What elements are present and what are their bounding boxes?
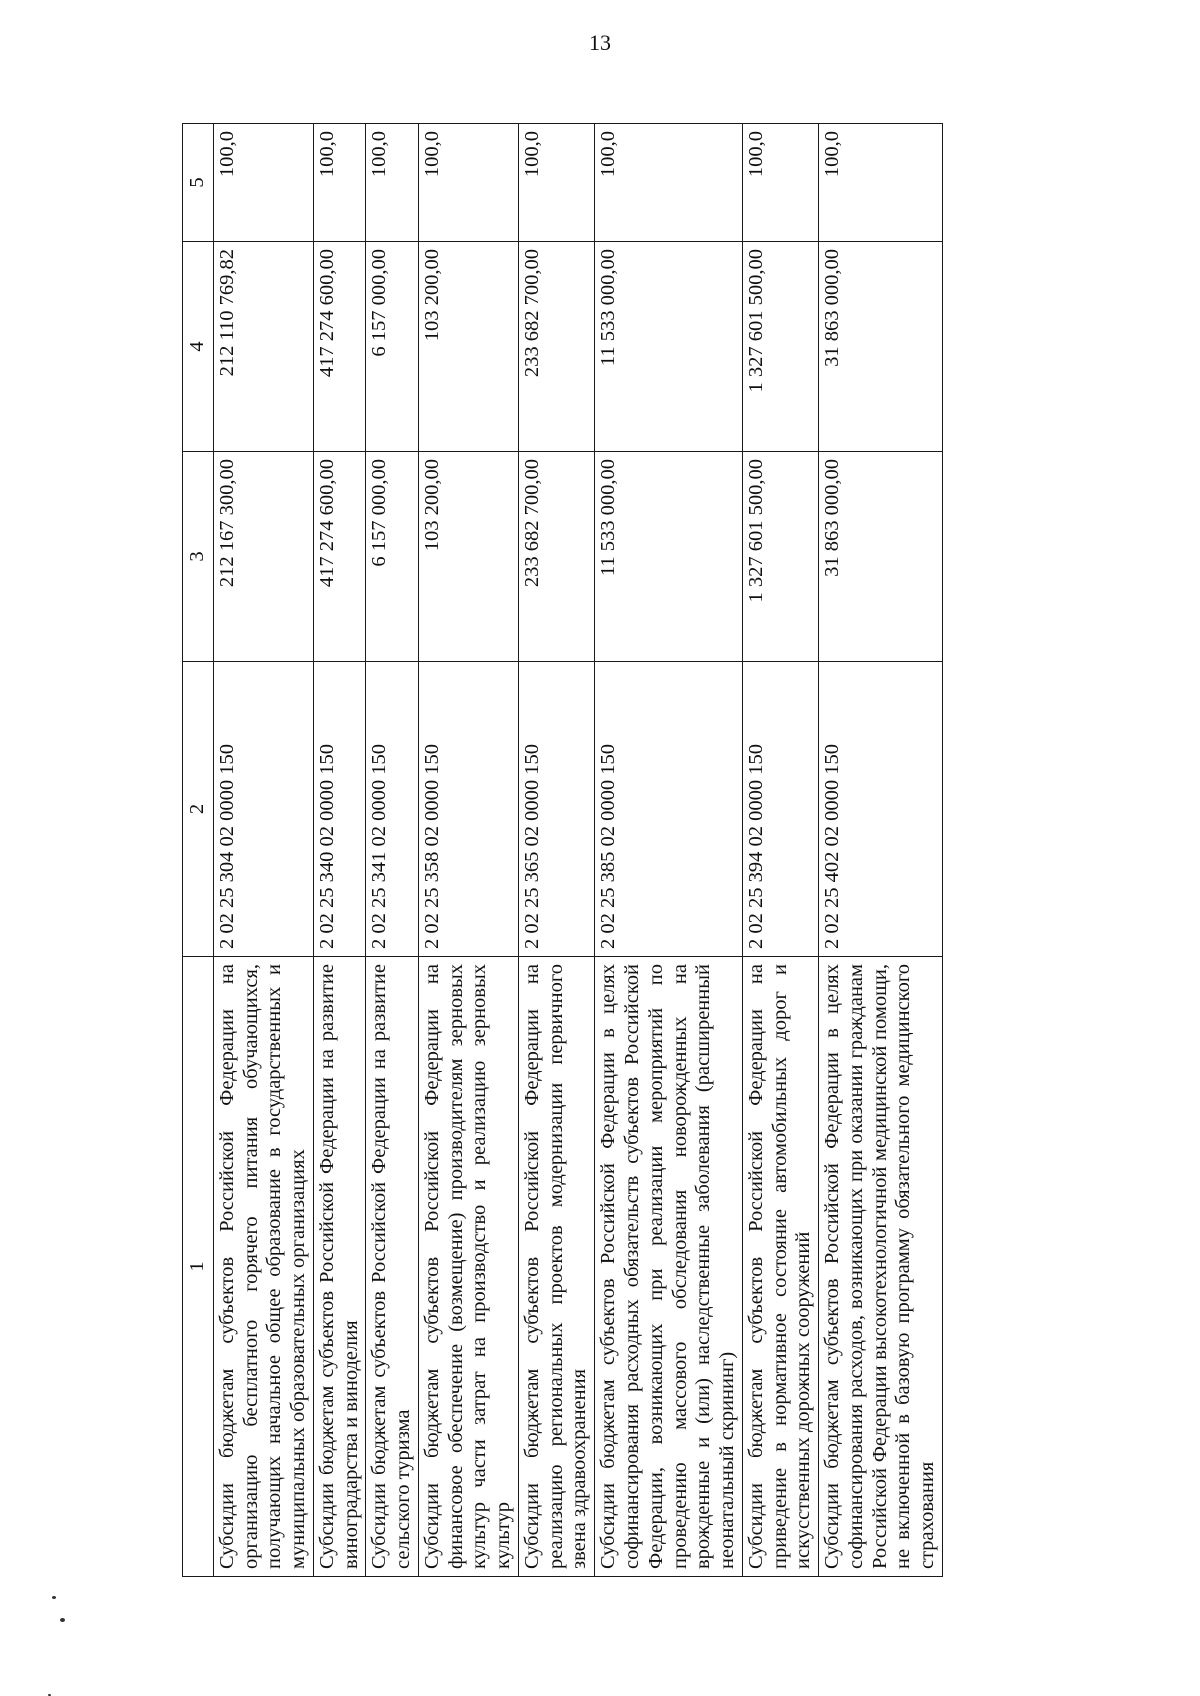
table-row	[418, 124, 518, 1577]
subsidy-name: Субсидии бюджетам субъектов Российской Федерации на приведение в нормативное состояние автомобильных дорог и искусственных дорожных сооружений	[742, 957, 818, 1577]
subsidy-name: Субсидии бюджетам субъектов Российской Федерации на организацию бесплатного горячего питания обучающихся, получающих начальное общее образование в государственных и муниципальных образовательных организациях	[213, 957, 313, 1577]
budget-code: 2 02 25 394 02 0000 150	[742, 662, 818, 957]
planned-amount: 103 200,00	[418, 452, 518, 662]
budget-code: 2 02 25 385 02 0000 150	[595, 662, 743, 957]
planned-amount: 6 157 000,00	[366, 452, 419, 662]
table-row	[595, 124, 743, 1577]
subsidy-name: Субсидии бюджетам субъектов Российской Федерации на финансовое обеспечение (возмещение) производителям зерновых культур части затрат на производство и реализацию зерновых культур	[418, 957, 518, 1577]
rotated-table-frame	[182, 124, 1124, 1577]
budget-code: 2 02 25 340 02 0000 150	[313, 662, 366, 957]
planned-amount: 11 533 000,00	[595, 452, 743, 662]
actual-amount: 31 863 000,00	[819, 242, 943, 452]
planned-amount: 417 274 600,00	[313, 452, 366, 662]
table-row	[366, 124, 419, 1577]
actual-amount: 6 157 000,00	[366, 242, 419, 452]
execution-percent: 100,0	[742, 124, 818, 242]
execution-percent: 100,0	[213, 124, 313, 242]
planned-amount: 31 863 000,00	[819, 452, 943, 662]
subsidy-name: Субсидии бюджетам субъектов Российской Федерации на реализацию региональных проектов модернизации первичного звена здравоохранения	[518, 957, 594, 1577]
table-row	[313, 124, 366, 1577]
column-number-3: 3	[183, 452, 214, 662]
budget-code: 2 02 25 304 02 0000 150	[213, 662, 313, 957]
column-number-5: 5	[183, 124, 214, 242]
column-number-4: 4	[183, 242, 214, 452]
execution-percent: 100,0	[819, 124, 943, 242]
execution-percent: 100,0	[313, 124, 366, 242]
execution-percent: 100,0	[518, 124, 594, 242]
table-row	[213, 124, 313, 1577]
table-header-row	[183, 124, 214, 1577]
actual-amount: 233 682 700,00	[518, 242, 594, 452]
planned-amount: 212 167 300,00	[213, 452, 313, 662]
page-number: 13	[589, 30, 611, 55]
budget-code: 2 02 25 402 02 0000 150	[819, 662, 943, 957]
actual-amount: 212 110 769,82	[213, 242, 313, 452]
budget-code: 2 02 25 365 02 0000 150	[518, 662, 594, 957]
scan-speck	[60, 1618, 65, 1622]
subsidy-name: Субсидии бюджетам субъектов Российской Федерации в целях софинансирования расходов, возникающих при оказании гражданам Российской Федерации высокотехнологичной медицинской помощи, не включенной в базовую программу обязательного медицинского страхования	[819, 957, 943, 1577]
subsidy-name: Субсидии бюджетам субъектов Российской Федерации на развитие виноградарства и виноделия	[313, 957, 366, 1577]
scan-speck	[52, 1596, 56, 1599]
actual-amount: 417 274 600,00	[313, 242, 366, 452]
actual-amount: 11 533 000,00	[595, 242, 743, 452]
column-number-2: 2	[183, 662, 214, 957]
execution-percent: 100,0	[418, 124, 518, 242]
subsidy-name: Субсидии бюджетам субъектов Российской Федерации в целях софинансирования расходных обязательств субъектов Российской Федерации, возникающих при реализации мероприятий по проведению массового обследования новорожденных на врожденные и (или) наследственные заболевания (расширенный неонатальный скрининг)	[595, 957, 743, 1577]
table-row	[819, 124, 943, 1577]
execution-percent: 100,0	[366, 124, 419, 242]
subsidies-table	[182, 123, 943, 1577]
execution-percent: 100,0	[595, 124, 743, 242]
budget-code: 2 02 25 341 02 0000 150	[366, 662, 419, 957]
subsidy-name: Субсидии бюджетам субъектов Российской Федерации на развитие сельского туризма	[366, 957, 419, 1577]
column-number-1: 1	[183, 957, 214, 1577]
table-row	[742, 124, 818, 1577]
planned-amount: 233 682 700,00	[518, 452, 594, 662]
budget-code: 2 02 25 358 02 0000 150	[418, 662, 518, 957]
planned-amount: 1 327 601 500,00	[742, 452, 818, 662]
actual-amount: 103 200,00	[418, 242, 518, 452]
table-row	[518, 124, 594, 1577]
actual-amount: 1 327 601 500,00	[742, 242, 818, 452]
